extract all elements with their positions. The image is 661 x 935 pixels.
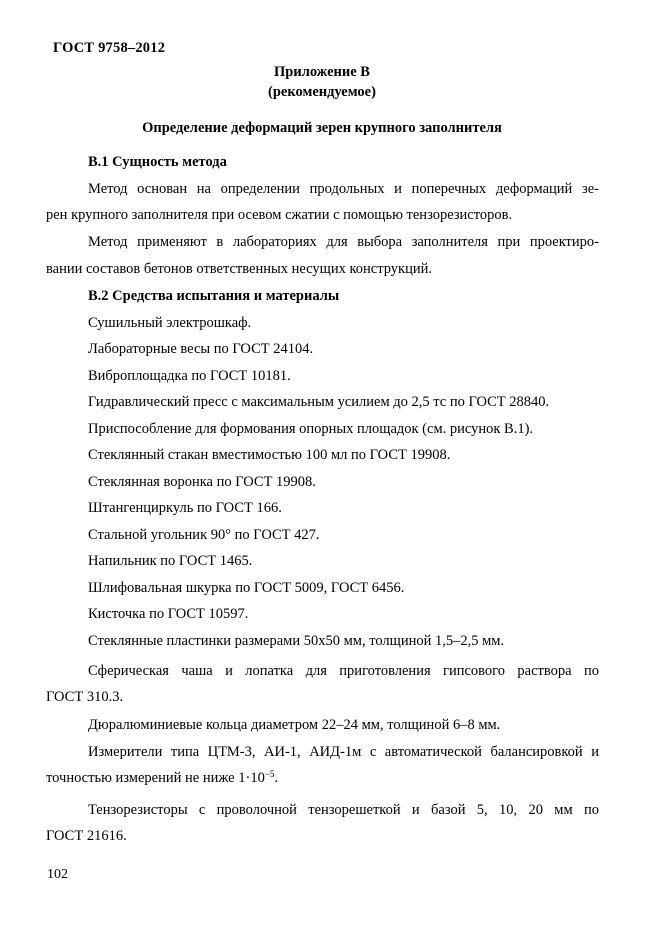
section-heading-b1: В.1 Сущность метода	[88, 154, 227, 170]
list-item: Напильник по ГОСТ 1465.	[88, 553, 253, 569]
appendix-title: Приложение В	[274, 64, 370, 80]
paragraph-line: рен крупного заполнителя при осевом сжатии с помощью тензорезисторов.	[46, 207, 513, 223]
appendix-heading: Определение деформаций зерен крупного заполнителя	[142, 120, 502, 136]
page-number: 102	[47, 867, 68, 882]
paragraph-line: Измерители типа ЦТМ-3, АИ-1, АИД-1м с автоматической балансировкой и	[88, 744, 599, 760]
paragraph-line: ГОСТ 310.3.	[46, 689, 124, 705]
list-item: Стеклянные пластинки размерами 50х50 мм, толщиной 1,5–2,5 мм.	[88, 633, 505, 649]
list-item: Виброплощадка по ГОСТ 10181.	[88, 368, 291, 384]
document-code: ГОСТ 9758–2012	[53, 40, 166, 56]
list-item: Шлифовальная шкурка по ГОСТ 5009, ГОСТ 6456.	[88, 580, 405, 596]
list-item: Лабораторные весы по ГОСТ 24104.	[88, 341, 314, 357]
list-item: Сушильный электрошкаф.	[88, 315, 252, 331]
paragraph-line: Метод основан на определении продольных и поперечных деформаций зе-	[88, 181, 599, 197]
list-item: Стеклянная воронка по ГОСТ 19908.	[88, 474, 316, 490]
list-item: Стеклянный стакан вместимостью 100 мл по ГОСТ 19908.	[88, 447, 451, 463]
section-heading-b2: В.2 Средства испытания и материалы	[88, 288, 340, 304]
paragraph-line: Тензорезисторы с проволочной тензорешеткой и базой 5, 10, 20 мм по	[88, 802, 599, 818]
paragraph-line: вании составов бетонов ответственных несущих конструкций.	[46, 261, 432, 277]
list-item: Приспособление для формования опорных площадок (см. рисунок В.1).	[88, 421, 534, 437]
accuracy-period: .	[274, 770, 279, 786]
list-item: Штангенциркуль по ГОСТ 166.	[88, 500, 282, 516]
accuracy-text: точностью измерений не ниже 1·10	[46, 770, 265, 786]
paragraph-line	[46, 770, 278, 787]
paragraph-line: Метод применяют в лабораториях для выбора заполнителя при проектиро-	[88, 234, 599, 250]
list-item: Дюралюминиевые кольца диаметром 22–24 мм, толщиной 6–8 мм.	[88, 717, 501, 733]
appendix-subtitle: (рекомендуемое)	[268, 84, 376, 100]
paragraph-line: Сферическая чаша и лопатка для приготовления гипсового раствора по	[88, 663, 599, 679]
paragraph-line: ГОСТ 21616.	[46, 828, 127, 844]
list-item: Гидравлический пресс с максимальным усилием до 2,5 тс по ГОСТ 28840.	[88, 394, 550, 410]
list-item: Стальной угольник 90° по ГОСТ 427.	[88, 527, 320, 543]
list-item: Кисточка по ГОСТ 10597.	[88, 606, 249, 622]
accuracy-exponent: −5	[264, 769, 275, 779]
